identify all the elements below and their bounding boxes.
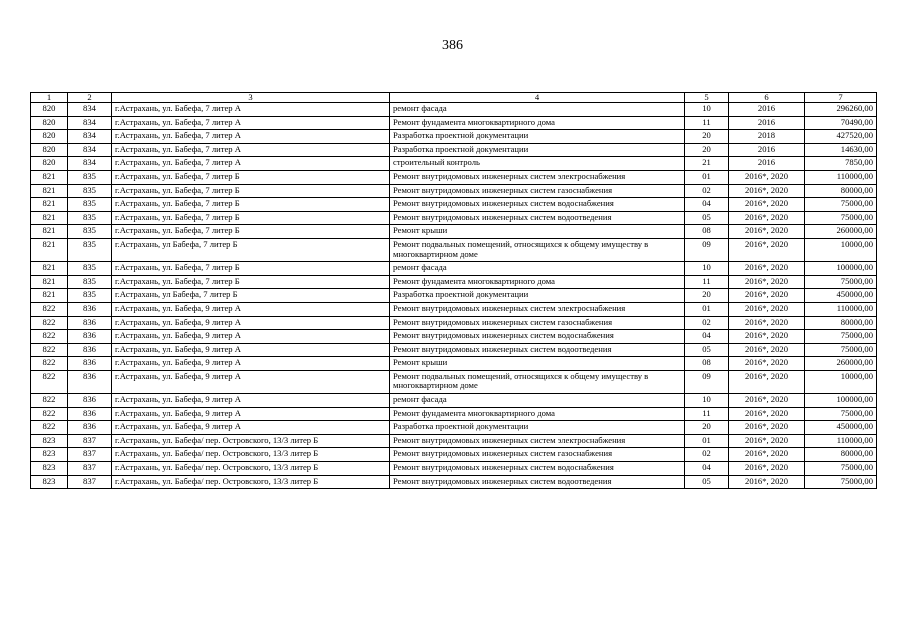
year-cell: 2016*, 2020 (729, 184, 805, 198)
year-cell: 2016*, 2020 (729, 475, 805, 489)
year-cell: 2018 (729, 130, 805, 144)
table-row (31, 103, 877, 117)
work-code-cell: 20 (685, 421, 729, 435)
address-cell: г.Астрахань, ул. Бабефа, 9 литер А (112, 302, 390, 316)
row-number-cell: 822 (31, 357, 68, 371)
table-row (31, 289, 877, 303)
address-cell: г.Астрахань, ул. Бабефа, 7 литер А (112, 116, 390, 130)
address-cell: г.Астрахань, ул. Бабефа, 7 литер А (112, 157, 390, 171)
column-header-4: 4 (390, 93, 685, 103)
cost-cell: 110000,00 (805, 302, 877, 316)
page-number: 386 (442, 38, 463, 53)
item-number-cell: 836 (68, 316, 112, 330)
item-number-cell: 836 (68, 330, 112, 344)
cost-cell: 260000,00 (805, 225, 877, 239)
work-type-cell: Ремонт фундамента многоквартирного дома (390, 116, 685, 130)
item-number-cell: 837 (68, 434, 112, 448)
column-header-5: 5 (685, 93, 729, 103)
work-type-cell: Разработка проектной документации (390, 130, 685, 144)
year-cell: 2016*, 2020 (729, 211, 805, 225)
table-row (31, 370, 877, 393)
row-number-cell: 821 (31, 170, 68, 184)
cost-cell: 80000,00 (805, 184, 877, 198)
item-number-cell: 835 (68, 289, 112, 303)
address-cell: г.Астрахань, ул. Бабефа/ пер. Островского, 13/3 литер Б (112, 462, 390, 476)
work-type-cell: Ремонт внутридомовых инженерных систем водоснабжения (390, 198, 685, 212)
table-row (31, 116, 877, 130)
item-number-cell: 835 (68, 170, 112, 184)
table-row (31, 275, 877, 289)
address-cell: г.Астрахань, ул. Бабефа, 7 литер А (112, 130, 390, 144)
address-cell: г.Астрахань, ул. Бабефа, 7 литер Б (112, 198, 390, 212)
row-number-cell: 821 (31, 184, 68, 198)
repair-schedule-table (30, 92, 877, 489)
work-type-cell: Ремонт внутридомовых инженерных систем водоотведения (390, 211, 685, 225)
table-row (31, 225, 877, 239)
cost-cell: 100000,00 (805, 394, 877, 408)
address-cell: г.Астрахань, ул. Бабефа, 7 литер Б (112, 225, 390, 239)
row-number-cell: 821 (31, 289, 68, 303)
year-cell: 2016*, 2020 (729, 357, 805, 371)
table-row (31, 394, 877, 408)
work-code-cell: 01 (685, 170, 729, 184)
item-number-cell: 835 (68, 238, 112, 261)
cost-cell: 296260,00 (805, 103, 877, 117)
address-cell: г.Астрахань, ул. Бабефа/ пер. Островского, 13/3 литер Б (112, 434, 390, 448)
year-cell: 2016 (729, 143, 805, 157)
row-number-cell: 822 (31, 407, 68, 421)
cost-cell: 75000,00 (805, 330, 877, 344)
cost-cell: 450000,00 (805, 289, 877, 303)
work-type-cell: Ремонт внутридомовых инженерных систем газоснабжения (390, 448, 685, 462)
work-type-cell: Ремонт подвальных помещений, относящихся к общему имуществу в многоквартирном доме (390, 238, 685, 261)
work-code-cell: 02 (685, 448, 729, 462)
item-number-cell: 836 (68, 357, 112, 371)
table-row (31, 448, 877, 462)
cost-cell: 75000,00 (805, 211, 877, 225)
table-row (31, 434, 877, 448)
table-row (31, 316, 877, 330)
table-row (31, 462, 877, 476)
cost-cell: 427520,00 (805, 130, 877, 144)
year-cell: 2016*, 2020 (729, 421, 805, 435)
cost-cell: 75000,00 (805, 343, 877, 357)
row-number-cell: 821 (31, 238, 68, 261)
address-cell: г.Астрахань, ул. Бабефа, 7 литер Б (112, 262, 390, 276)
work-code-cell: 05 (685, 343, 729, 357)
item-number-cell: 835 (68, 225, 112, 239)
item-number-cell: 836 (68, 407, 112, 421)
work-code-cell: 09 (685, 370, 729, 393)
year-cell: 2016*, 2020 (729, 434, 805, 448)
address-cell: г.Астрахань, ул Бабефа, 7 литер Б (112, 238, 390, 261)
work-code-cell: 20 (685, 130, 729, 144)
item-number-cell: 836 (68, 394, 112, 408)
year-cell: 2016*, 2020 (729, 262, 805, 276)
work-code-cell: 05 (685, 211, 729, 225)
year-cell: 2016*, 2020 (729, 330, 805, 344)
table-row (31, 198, 877, 212)
row-number-cell: 821 (31, 262, 68, 276)
year-cell: 2016*, 2020 (729, 302, 805, 316)
cost-cell: 14630,00 (805, 143, 877, 157)
cost-cell: 10000,00 (805, 370, 877, 393)
work-type-cell: Ремонт подвальных помещений, относящихся к общему имуществу в многоквартирном доме (390, 370, 685, 393)
work-type-cell: Разработка проектной документации (390, 289, 685, 303)
column-header-1: 1 (31, 93, 68, 103)
table-row (31, 170, 877, 184)
year-cell: 2016*, 2020 (729, 394, 805, 408)
table-row (31, 130, 877, 144)
table-row (31, 238, 877, 261)
work-code-cell: 08 (685, 357, 729, 371)
work-code-cell: 10 (685, 394, 729, 408)
row-number-cell: 822 (31, 370, 68, 393)
work-code-cell: 10 (685, 262, 729, 276)
work-code-cell: 21 (685, 157, 729, 171)
table-row (31, 262, 877, 276)
item-number-cell: 834 (68, 157, 112, 171)
row-number-cell: 820 (31, 103, 68, 117)
item-number-cell: 836 (68, 302, 112, 316)
column-header-6: 6 (729, 93, 805, 103)
address-cell: г.Астрахань, ул. Бабефа, 7 литер Б (112, 184, 390, 198)
address-cell: г.Астрахань, ул. Бабефа, 9 литер А (112, 394, 390, 408)
address-cell: г.Астрахань, ул. Бабефа, 9 литер А (112, 343, 390, 357)
work-code-cell: 11 (685, 116, 729, 130)
address-cell: г.Астрахань, ул. Бабефа, 7 литер А (112, 103, 390, 117)
row-number-cell: 822 (31, 343, 68, 357)
work-code-cell: 11 (685, 407, 729, 421)
row-number-cell: 821 (31, 275, 68, 289)
year-cell: 2016*, 2020 (729, 462, 805, 476)
work-type-cell: Ремонт внутридомовых инженерных систем водоснабжения (390, 462, 685, 476)
work-type-cell: Ремонт внутридомовых инженерных систем электроснабжения (390, 170, 685, 184)
table-row (31, 211, 877, 225)
table-row (31, 143, 877, 157)
cost-cell: 80000,00 (805, 448, 877, 462)
year-cell: 2016*, 2020 (729, 370, 805, 393)
cost-cell: 100000,00 (805, 262, 877, 276)
work-code-cell: 01 (685, 434, 729, 448)
year-cell: 2016*, 2020 (729, 289, 805, 303)
work-type-cell: Ремонт внутридомовых инженерных систем водоснабжения (390, 330, 685, 344)
cost-cell: 450000,00 (805, 421, 877, 435)
row-number-cell: 821 (31, 211, 68, 225)
address-cell: г.Астрахань, ул. Бабефа/ пер. Островского, 13/3 литер Б (112, 475, 390, 489)
address-cell: г.Астрахань, ул. Бабефа, 7 литер Б (112, 275, 390, 289)
cost-cell: 7850,00 (805, 157, 877, 171)
work-type-cell: Ремонт внутридомовых инженерных систем газоснабжения (390, 316, 685, 330)
row-number-cell: 823 (31, 448, 68, 462)
work-type-cell: Ремонт крыши (390, 225, 685, 239)
work-code-cell: 20 (685, 289, 729, 303)
work-type-cell: ремонт фасада (390, 394, 685, 408)
item-number-cell: 836 (68, 343, 112, 357)
work-code-cell: 04 (685, 462, 729, 476)
cost-cell: 110000,00 (805, 434, 877, 448)
work-code-cell: 08 (685, 225, 729, 239)
table-row (31, 343, 877, 357)
item-number-cell: 836 (68, 421, 112, 435)
address-cell: г.Астрахань, ул. Бабефа, 9 литер А (112, 370, 390, 393)
item-number-cell: 837 (68, 475, 112, 489)
work-type-cell: Ремонт фундамента многоквартирного дома (390, 275, 685, 289)
work-type-cell: Ремонт внутридомовых инженерных систем электроснабжения (390, 302, 685, 316)
work-type-cell: строительный контроль (390, 157, 685, 171)
address-cell: г.Астрахань, ул. Бабефа, 7 литер Б (112, 170, 390, 184)
work-code-cell: 20 (685, 143, 729, 157)
work-code-cell: 11 (685, 275, 729, 289)
row-number-cell: 820 (31, 157, 68, 171)
work-code-cell: 09 (685, 238, 729, 261)
cost-cell: 75000,00 (805, 275, 877, 289)
year-cell: 2016*, 2020 (729, 225, 805, 239)
column-header-3: 3 (112, 93, 390, 103)
year-cell: 2016 (729, 116, 805, 130)
row-number-cell: 823 (31, 462, 68, 476)
work-type-cell: Ремонт фундамента многоквартирного дома (390, 407, 685, 421)
cost-cell: 75000,00 (805, 462, 877, 476)
table-body (31, 103, 877, 489)
work-type-cell: Ремонт внутридомовых инженерных систем электроснабжения (390, 434, 685, 448)
row-number-cell: 823 (31, 475, 68, 489)
row-number-cell: 823 (31, 434, 68, 448)
year-cell: 2016 (729, 103, 805, 117)
work-code-cell: 05 (685, 475, 729, 489)
row-number-cell: 822 (31, 394, 68, 408)
table-row (31, 157, 877, 171)
item-number-cell: 834 (68, 130, 112, 144)
address-cell: г.Астрахань, ул. Бабефа/ пер. Островского, 13/3 литер Б (112, 448, 390, 462)
work-type-cell: Ремонт внутридомовых инженерных систем газоснабжения (390, 184, 685, 198)
table-row (31, 330, 877, 344)
item-number-cell: 834 (68, 103, 112, 117)
year-cell: 2016*, 2020 (729, 343, 805, 357)
address-cell: г.Астрахань, ул. Бабефа, 9 литер А (112, 421, 390, 435)
address-cell: г.Астрахань, ул. Бабефа, 7 литер А (112, 143, 390, 157)
year-cell: 2016*, 2020 (729, 238, 805, 261)
row-number-cell: 822 (31, 330, 68, 344)
table-row (31, 357, 877, 371)
cost-cell: 80000,00 (805, 316, 877, 330)
work-code-cell: 02 (685, 316, 729, 330)
work-type-cell: Разработка проектной документации (390, 421, 685, 435)
item-number-cell: 835 (68, 198, 112, 212)
table-row (31, 421, 877, 435)
column-header-2: 2 (68, 93, 112, 103)
item-number-cell: 835 (68, 184, 112, 198)
work-type-cell: ремонт фасада (390, 103, 685, 117)
item-number-cell: 837 (68, 448, 112, 462)
table-row (31, 407, 877, 421)
year-cell: 2016*, 2020 (729, 448, 805, 462)
item-number-cell: 835 (68, 262, 112, 276)
address-cell: г.Астрахань, ул. Бабефа, 9 литер А (112, 357, 390, 371)
row-number-cell: 821 (31, 198, 68, 212)
work-code-cell: 04 (685, 330, 729, 344)
cost-cell: 10000,00 (805, 238, 877, 261)
item-number-cell: 836 (68, 370, 112, 393)
year-cell: 2016*, 2020 (729, 407, 805, 421)
row-number-cell: 820 (31, 130, 68, 144)
cost-cell: 110000,00 (805, 170, 877, 184)
year-cell: 2016*, 2020 (729, 275, 805, 289)
table-row (31, 184, 877, 198)
work-type-cell: Ремонт внутридомовых инженерных систем водоотведения (390, 343, 685, 357)
address-cell: г.Астрахань, ул. Бабефа, 9 литер А (112, 407, 390, 421)
work-type-cell: ремонт фасада (390, 262, 685, 276)
row-number-cell: 822 (31, 302, 68, 316)
work-code-cell: 10 (685, 103, 729, 117)
work-type-cell: Ремонт внутридомовых инженерных систем водоотведения (390, 475, 685, 489)
cost-cell: 75000,00 (805, 198, 877, 212)
work-code-cell: 01 (685, 302, 729, 316)
table-row (31, 475, 877, 489)
item-number-cell: 835 (68, 211, 112, 225)
table-row (31, 302, 877, 316)
work-code-cell: 04 (685, 198, 729, 212)
row-number-cell: 821 (31, 225, 68, 239)
item-number-cell: 835 (68, 275, 112, 289)
address-cell: г.Астрахань, ул Бабефа, 7 литер Б (112, 289, 390, 303)
address-cell: г.Астрахань, ул. Бабефа, 9 литер А (112, 316, 390, 330)
year-cell: 2016*, 2020 (729, 198, 805, 212)
cost-cell: 260000,00 (805, 357, 877, 371)
year-cell: 2016*, 2020 (729, 170, 805, 184)
row-number-cell: 822 (31, 316, 68, 330)
row-number-cell: 822 (31, 421, 68, 435)
work-code-cell: 02 (685, 184, 729, 198)
column-header-7: 7 (805, 93, 877, 103)
address-cell: г.Астрахань, ул. Бабефа, 7 литер Б (112, 211, 390, 225)
header-row (31, 93, 877, 103)
row-number-cell: 820 (31, 116, 68, 130)
work-type-cell: Ремонт крыши (390, 357, 685, 371)
item-number-cell: 837 (68, 462, 112, 476)
cost-cell: 75000,00 (805, 407, 877, 421)
address-cell: г.Астрахань, ул. Бабефа, 9 литер А (112, 330, 390, 344)
work-type-cell: Разработка проектной документации (390, 143, 685, 157)
year-cell: 2016 (729, 157, 805, 171)
item-number-cell: 834 (68, 116, 112, 130)
row-number-cell: 820 (31, 143, 68, 157)
cost-cell: 75000,00 (805, 475, 877, 489)
item-number-cell: 834 (68, 143, 112, 157)
cost-cell: 70490,00 (805, 116, 877, 130)
year-cell: 2016*, 2020 (729, 316, 805, 330)
